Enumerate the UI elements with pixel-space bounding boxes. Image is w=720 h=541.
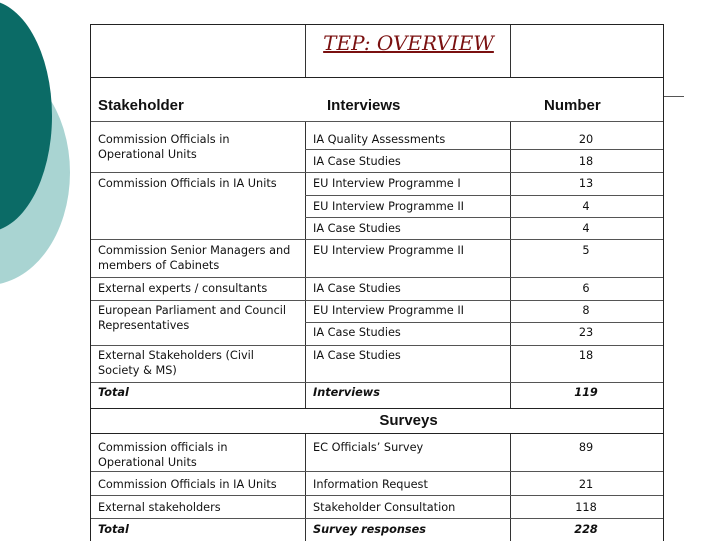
stakeholder-cell: External experts / consultants (98, 282, 268, 295)
activity-cell: IA Case Studies (313, 326, 401, 339)
number-cell: 18 (578, 349, 594, 362)
activity-cell: IA Case Studies (313, 282, 401, 295)
stakeholder-cell: European Parliament and Council Representatives (98, 304, 287, 332)
total-label: Total (98, 523, 129, 536)
activity-cell: IA Quality Assessments (313, 133, 446, 146)
stakeholder-cell: External stakeholders (98, 501, 221, 514)
number-cell: 23 (578, 326, 594, 339)
stakeholder-cell: External Stakeholders (Civil Society & MS) (98, 349, 254, 377)
activity-cell: EU Interview Programme I (313, 177, 461, 190)
stakeholder-cell: Commission Officials in IA Units (98, 177, 277, 190)
total-label: Total (98, 386, 129, 399)
stakeholder-cell: Commission Senior Managers and members of Cabinets (98, 244, 291, 272)
row-line (305, 217, 663, 218)
total-number: 119 (574, 386, 598, 399)
total-activity: Survey responses (313, 523, 427, 536)
number-cell: 13 (578, 177, 594, 190)
activity-cell: IA Case Studies (313, 349, 401, 362)
total-number: 228 (574, 523, 598, 536)
row-line (91, 172, 663, 173)
number-cell: 20 (578, 133, 594, 146)
row-line (91, 300, 663, 301)
activity-cell: Information Request (313, 478, 428, 491)
activity-cell: EC Officials’ Survey (313, 441, 424, 454)
activity-cell: EU Interview Programme II (313, 244, 464, 257)
activity-cell: IA Case Studies (313, 155, 401, 168)
number-cell: 118 (575, 501, 597, 514)
number-cell: 21 (578, 478, 594, 491)
number-cell: 89 (578, 441, 594, 454)
stakeholder-cell: Commission Officials in IA Units (98, 478, 277, 491)
row-line (305, 149, 663, 150)
number-cell: 8 (582, 304, 590, 317)
number-cell: 4 (582, 200, 590, 213)
header-interviews: Interviews (327, 97, 401, 114)
page-title: TEP: OVERVIEW (323, 31, 494, 55)
activity-cell: EU Interview Programme II (313, 200, 464, 213)
stakeholder-cell: Commission officials in Operational Units (98, 441, 228, 469)
activity-cell: EU Interview Programme II (313, 304, 464, 317)
total-activity: Interviews (313, 386, 380, 399)
row-line (91, 433, 663, 434)
row-line (91, 239, 663, 240)
row-line (91, 77, 663, 78)
row-line (91, 471, 663, 472)
row-line (91, 345, 663, 346)
activity-cell: Stakeholder Consultation (313, 501, 456, 514)
row-line (91, 277, 663, 278)
row-line (305, 322, 663, 323)
row-line (91, 518, 663, 519)
activity-cell: IA Case Studies (313, 222, 401, 235)
header-stakeholder: Stakeholder (98, 97, 184, 114)
stakeholder-cell: Commission Officials in Operational Units (98, 133, 230, 161)
number-cell: 4 (582, 222, 590, 235)
overview-table (90, 24, 664, 541)
column-divider-1 (305, 121, 306, 408)
row-line (91, 121, 663, 122)
row-line (305, 195, 663, 196)
row-line (91, 495, 663, 496)
number-cell: 6 (582, 282, 590, 295)
survey-column-divider-1 (305, 433, 306, 541)
surveys-heading: Surveys (379, 412, 438, 429)
row-line (91, 382, 663, 383)
number-cell: 18 (578, 155, 594, 168)
header-number: Number (544, 97, 601, 114)
row-line (91, 408, 663, 409)
number-cell: 5 (582, 244, 590, 257)
